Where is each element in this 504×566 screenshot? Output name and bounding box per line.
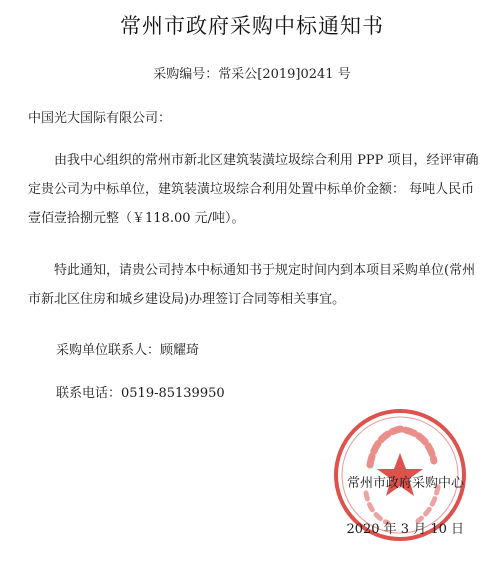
issue-date: 2020 年 3 月 10 日	[346, 522, 464, 537]
procurement-number: 采购编号：常采公[2019]0241 号	[153, 67, 351, 82]
recipient: 中国光大国际有限公司：	[28, 111, 172, 126]
award-paragraph: 由我中心组织的常州市新北区建筑装潢垃圾综合利用 PPP 项目，经评审确定贵公司为中标单位，建筑装潢垃圾综合利用处置中标单价金额： 每吨人民币壹佰壹拾捌元整（￥118.00 元/吨）。	[28, 153, 479, 226]
notice-paragraph: 特此通知，请贵公司持本中标通知书于规定时间内到本项目采购单位(常州市新北区住房和城乡建设局)办理签订合同等相关事宜。	[28, 263, 476, 307]
issuer-name: 常州市政府采购中心	[346, 476, 464, 491]
document-title: 常州市政府采购中标通知书	[120, 14, 384, 38]
contact-phone: 联系电话：0519-85139950	[56, 386, 225, 401]
contact-person: 采购单位联系人：顾耀琦	[56, 343, 200, 358]
